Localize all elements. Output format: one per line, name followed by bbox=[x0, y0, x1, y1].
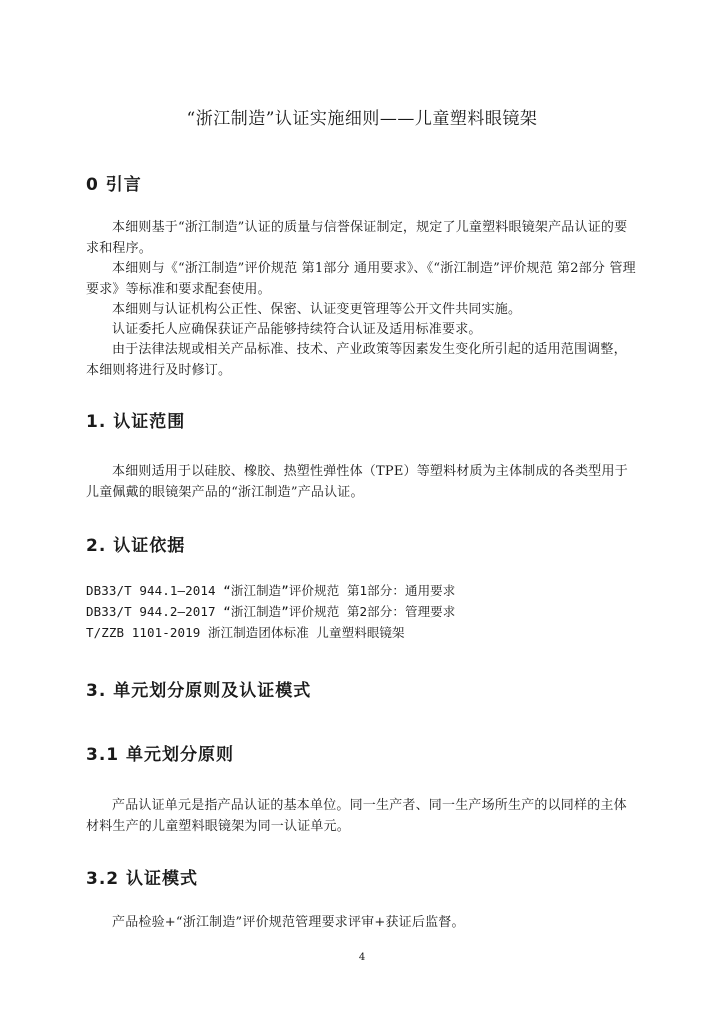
heading-unit-and-mode: 3. 单元划分原则及认证模式 bbox=[86, 681, 312, 701]
certification-mode-paragraph: 产品检验+“浙江制造”评价规范管理要求评审+获证后监督。 bbox=[112, 915, 465, 930]
intro-paragraph-1: 本细则基于“浙江制造”认证的质量与信誉保证制定，规定了儿童塑料眼镜架产品认证的要求和程序。 bbox=[86, 220, 628, 256]
heading-scope: 1. 认证范围 bbox=[86, 412, 186, 432]
heading-certification-mode: 3.2 认证模式 bbox=[86, 869, 199, 889]
intro-paragraph-5: 由于法律法规或相关产品标准、技术、产业政策等因素发生变化所引起的适用范围调整，本细则将进行及时修订。 bbox=[86, 342, 627, 378]
heading-basis: 2. 认证依据 bbox=[86, 536, 186, 556]
heading-unit-principle: 3.1 单元划分原则 bbox=[86, 745, 235, 765]
intro-paragraph-4: 认证委托人应确保获证产品能够持续符合认证及适用标准要求。 bbox=[112, 322, 482, 337]
unit-principle-paragraph: 产品认证单元是指产品认证的基本单位。同一生产者、同一生产场所生产的以同样的主体材料生产的儿童塑料眼镜架为同一认证单元。 bbox=[86, 798, 627, 834]
intro-paragraph-3: 本细则与认证机构公正性、保密、认证变更管理等公开文件共同实施。 bbox=[112, 302, 522, 317]
document-title: “浙江制造”认证实施细则——儿童塑料眼镜架 bbox=[186, 109, 538, 129]
intro-paragraph-2: 本细则与《“浙江制造”评价规范 第1部分 通用要求》、《“浙江制造”评价规范 第2部分 管理要求》等标准和要求配套使用。 bbox=[86, 261, 636, 297]
reference-standard-3: T/ZZB 1101-2019 浙江制造团体标准 儿童塑料眼镜架 bbox=[86, 625, 405, 640]
reference-standard-2: DB33/T 944.2—2017 “浙江制造”评价规范 第2部分：管理要求 bbox=[86, 604, 456, 619]
page-number: 4 bbox=[358, 952, 366, 963]
reference-standard-1: DB33/T 944.1—2014 “浙江制造”评价规范 第1部分：通用要求 bbox=[86, 583, 456, 598]
heading-introduction: 0 引言 bbox=[86, 175, 142, 195]
scope-paragraph: 本细则适用于以硅胶、橡胶、热塑性弹性体（TPE）等塑料材质为主体制成的各类型用于儿童佩戴的眼镜架产品的“浙江制造”产品认证。 bbox=[86, 464, 628, 500]
